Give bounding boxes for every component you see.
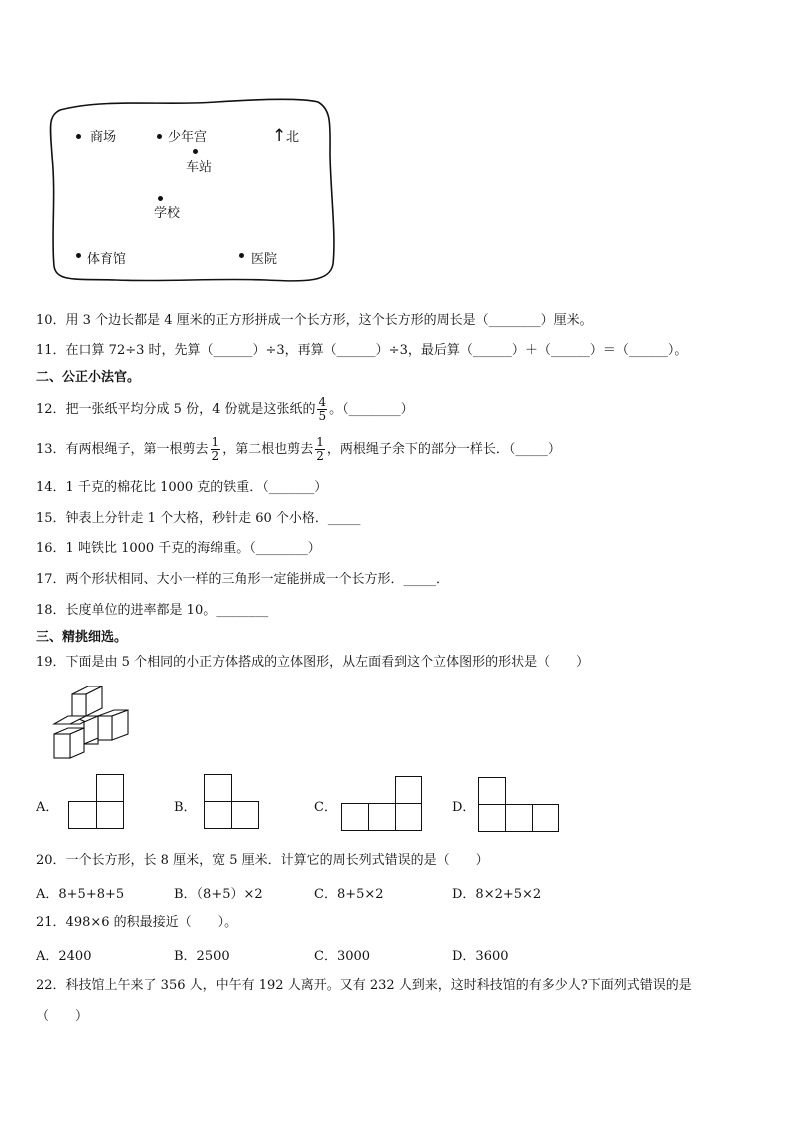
shape-cell [68, 801, 97, 829]
fraction-numerator: 1 [211, 435, 220, 449]
section-2-heading: 二、公正小法官。 [36, 370, 141, 385]
question-10: 10．用 3 个边长都是 4 厘米的正方形拼成一个长方形，这个长方形的周长是（________）厘米。 [36, 313, 593, 328]
map-label-youth-palace: 少年宫 [168, 130, 208, 145]
q19-option-d-shape [478, 777, 560, 833]
map-label-gym: 体育馆 [87, 252, 127, 267]
q20-option-b: B．（8+5）×2 [174, 887, 263, 902]
map-label-north: 北 [286, 130, 300, 145]
fraction-denominator: 2 [211, 449, 220, 463]
shape-cell [478, 804, 506, 832]
fraction-numerator: 1 [316, 435, 324, 449]
shape-cell [96, 801, 124, 829]
shape-cell [368, 803, 396, 831]
q19-option-d-label: D． [452, 800, 476, 815]
cube-stack-figure [50, 686, 140, 766]
shape-cell [341, 803, 369, 831]
shape-cell [395, 803, 422, 831]
question-17: 17．两个形状相同、大小一样的三角形一定能拼成一个长方形．_____． [36, 572, 450, 587]
shape-cell [231, 801, 259, 829]
map-figure [46, 96, 338, 288]
question-19: 19．下面是由 5 个相同的小正方体搭成的立体图形，从左面看到这个立体图形的形状是（ ） [36, 655, 590, 670]
question-13 [36, 430, 561, 470]
question-15: 15．钟表上分针走 1 个大格，秒针走 60 个小格．_____ [36, 511, 361, 526]
map-label-hospital: 医院 [251, 252, 278, 267]
shape-cell [478, 777, 506, 805]
map-dot-school [158, 196, 163, 201]
question-13-text-1: 13．有两根绳子，第一根剪去 [36, 442, 209, 457]
question-20: 20．一个长方形，长 8 厘米，宽 5 厘米．计算它的周长列式错误的是（ ） [36, 853, 489, 868]
question-12-answer: 。（________） [329, 402, 414, 417]
map-label-school: 学校 [154, 206, 181, 221]
map-label-mall: 商场 [90, 130, 117, 145]
fraction-4-5 [317, 396, 327, 423]
shape-cell [395, 776, 422, 804]
q20-option-a: A．8+5+8+5 [36, 887, 125, 902]
question-22-paren: （ ） [36, 1009, 89, 1024]
q19-option-b-label: B． [174, 800, 197, 815]
north-arrow-icon: ↑ [272, 126, 287, 146]
fraction-numerator: 4 [318, 395, 327, 409]
section-3-heading: 三、精挑细选。 [36, 630, 128, 645]
shape-cell [96, 774, 124, 802]
question-22: 22．科技馆上午来了 356 人，中午有 192 人离开。又有 232 人到来，这时科技馆的有多少人?下面列式错误的是 [36, 978, 692, 993]
q19-option-a-shape [68, 774, 124, 830]
map-dot-youth-palace [157, 134, 162, 139]
fraction-1-2-first [211, 436, 221, 463]
q20-option-d: D．8×2+5×2 [452, 887, 542, 902]
shape-cell [505, 804, 533, 832]
q19-option-b-shape [204, 774, 260, 830]
shape-cell [204, 774, 232, 802]
shape-cell [532, 804, 559, 832]
question-11: 11．在口算 72÷3 时，先算（______）÷3，再算（______）÷3，最后算（______）＋（______）＝（______）。 [36, 343, 688, 358]
q19-option-a-label: A． [36, 800, 59, 815]
map-dot-station [193, 149, 198, 154]
q21-option-d: D．3600 [452, 949, 509, 964]
q19-option-c-label: C． [314, 800, 337, 815]
question-12 [36, 390, 414, 430]
question-16: 16．1 吨铁比 1000 千克的海绵重。（________） [36, 541, 321, 556]
q21-option-a: A．2400 [36, 949, 92, 964]
q19-option-c-shape [341, 776, 423, 832]
question-13-text-2: ，第二根也剪去 [222, 442, 314, 457]
q21-option-c: C．3000 [314, 949, 371, 964]
map-label-station: 车站 [186, 160, 213, 175]
question-18: 18．长度单位的进率都是 10。________ [36, 603, 269, 618]
map-dot-hospital [239, 253, 244, 258]
q21-option-b: B．2500 [174, 949, 230, 964]
fraction-denominator: 5 [318, 409, 327, 423]
fraction-1-2-second [315, 436, 325, 463]
question-13-text-3: ，两根绳子余下的部分一样长．（_____） [326, 442, 561, 457]
fraction-denominator: 2 [316, 449, 324, 463]
question-14: 14．1 千克的棉花比 1000 克的铁重．（_______） [36, 480, 328, 495]
q20-option-c: C．8+5×2 [314, 887, 384, 902]
map-dot-mall [76, 134, 81, 139]
map-dot-gym [76, 253, 81, 258]
shape-cell [204, 801, 232, 829]
question-12-text: 12．把一张纸平均分成 5 份，4 份就是这张纸的 [36, 402, 316, 417]
question-21: 21．498×6 的积最接近（ ）。 [36, 915, 238, 930]
